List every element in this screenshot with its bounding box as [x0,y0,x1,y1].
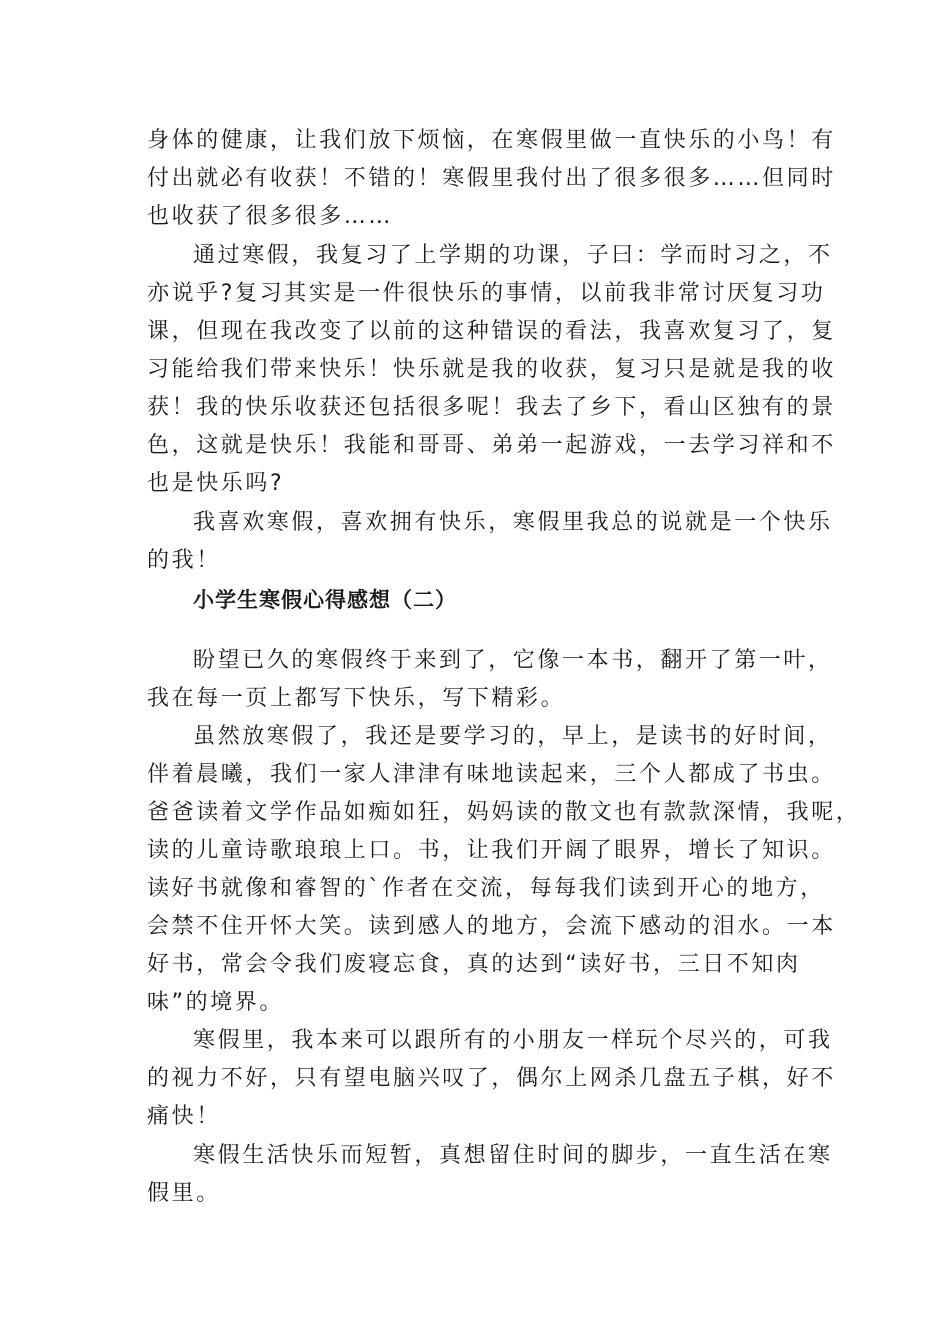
paragraph-line: 的视力不好，只有望电脑兴叹了，偶尔上网杀几盘五子棋，好不 [147,1066,836,1091]
paragraph-line: 寒假生活快乐而短暂，真想留住时间的脚步，一直生活在寒 [193,1143,833,1168]
paragraph-line: 色，这就是快乐！我能和哥哥、弟弟一起游戏，一去学习祥和不 [147,433,836,458]
paragraph-line: 会禁不住开怀大笑。读到感人的地方，会流下感动的泪水。一本 [147,914,836,939]
section-heading: 小学生寒假心得感想（二） [193,588,457,612]
paragraph-line: 身体的健康，让我们放下烦恼，在寒假里做一直快乐的小鸟！有 [147,128,836,153]
paragraph-line: 盼望已久的寒假终于来到了，它像一本书，翻开了第一叶， [193,648,833,673]
paragraph-line: 伴着晨曦，我们一家人津津有味地读起来，三个人都成了书虫。 [147,762,836,787]
paragraph-line: 也是快乐吗? [147,471,285,496]
paragraph-line: 假里。 [147,1181,221,1206]
paragraph-line: 亦说乎?复习其实是一件很快乐的事情，以前我非常讨厌复习功 [147,281,826,306]
paragraph-line: 通过寒假，我复习了上学期的功课，子曰：学而时习之，不 [193,243,833,268]
paragraph-line: 获！我的快乐收获还包括很多呢！我去了乡下，看山区独有的景 [147,395,836,420]
paragraph-line: 好书，常会令我们废寝忘食，真的达到“读好书，三日不知肉 [147,952,801,977]
paragraph-line: 的我！ [147,548,221,573]
paragraph-line: 我在每一页上都写下快乐，写下精彩。 [147,686,566,711]
paragraph-line: 也收获了很多很多…… [147,204,394,229]
paragraph-line: 爸爸读着文学作品如痴如狂，妈妈读的散文也有款款深情，我呢， [147,800,861,825]
paragraph-line: 味”的境界。 [147,990,284,1015]
paragraph-line: 读好书就像和睿智的`作者在交流，每每我们读到开心的地方， [147,876,825,901]
paragraph-line: 课，但现在我改变了以前的这种错误的看法，我喜欢复习了，复 [147,319,836,344]
paragraph-line: 习能给我们带来快乐！快乐就是我的收获，复习只是就是我的收 [147,357,836,382]
paragraph-line: 付出就必有收获！不错的！寒假里我付出了很多很多……但同时 [147,166,836,191]
paragraph-line: 寒假里，我本来可以跟所有的小朋友一样玩个尽兴的，可我 [193,1028,833,1053]
paragraph-line: 虽然放寒假了，我还是要学习的，早上，是读书的好时间， [193,724,833,749]
paragraph-line: 痛快！ [147,1104,221,1129]
paragraph-line: 读的儿童诗歌琅琅上口。书，让我们开阔了眼界，增长了知识。 [147,838,836,863]
paragraph-line: 我喜欢寒假，喜欢拥有快乐，寒假里我总的说就是一个快乐 [193,510,833,535]
